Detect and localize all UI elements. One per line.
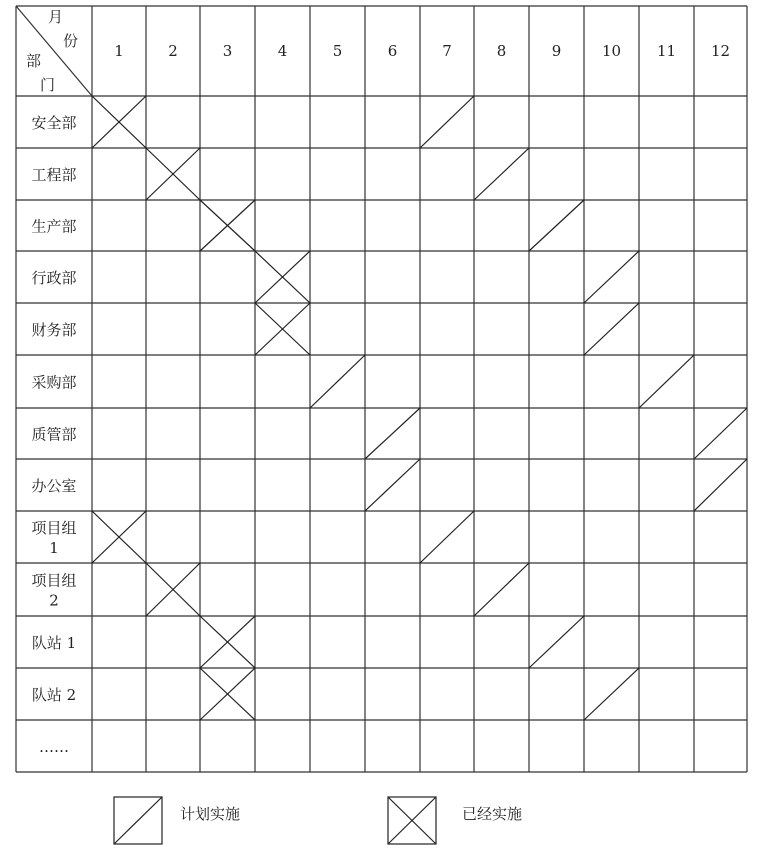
planned-slash-mark [420,511,474,563]
department-label: 办公室 [31,477,77,495]
month-header-label: 2 [168,42,178,60]
planned-slash-mark [694,408,747,459]
planned-slash-mark [694,459,747,511]
planned-slash-mark [529,616,584,668]
header-month-label: 份 [63,32,79,50]
department-label: 队站 2 [31,686,77,704]
header-dept-label: 部 [26,52,42,70]
month-header-label: 9 [551,42,562,60]
legend-planned-slash-icon [114,797,162,844]
month-header-label: 7 [442,42,452,60]
planned-slash-mark [365,459,420,511]
month-header-label: 4 [277,42,288,60]
department-label: 安全部 [31,114,77,132]
department-label: 行政部 [31,269,77,287]
planned-slash-mark [474,148,529,200]
schedule-grid [16,6,747,772]
month-header-label: 5 [332,42,343,60]
legend-planned [114,797,240,844]
month-header-label: 12 [710,42,731,60]
department-label-number: 1 [49,539,59,557]
month-header-label: 6 [387,42,398,60]
planned-slash-mark [420,96,474,148]
department-label: 财务部 [31,321,77,339]
planned-slash-mark [584,251,639,303]
department-label: 质管部 [31,425,77,444]
month-header-label: 11 [656,42,677,60]
department-label: 项目组 [31,571,77,590]
planned-slash-mark [365,408,420,459]
header-month-label: 月 [48,8,64,26]
planned-slash-mark [529,200,584,251]
legend [114,797,522,844]
department-label: 项目组 [31,519,77,537]
month-header-label: 10 [601,42,622,60]
month-header-label: 1 [114,42,124,60]
header-corner-cell [16,6,92,96]
planned-slash-mark [310,355,365,408]
planned-slash-mark [474,563,529,616]
legend-planned-label: 计划实施 [180,805,241,823]
planned-slash-mark [584,303,639,355]
department-label: 队站 1 [31,634,77,652]
planned-slash-mark [584,668,639,720]
legend-done-label: 已经实施 [462,805,523,823]
department-label: 采购部 [31,373,77,392]
department-label-number: 2 [49,591,59,610]
department-label: …… [39,738,69,756]
header-dept-label: 门 [40,76,56,94]
month-header-label: 8 [496,42,507,60]
month-header-label: 3 [222,42,233,60]
planned-slash-mark [639,355,694,408]
schedule-labels [31,42,730,756]
department-label: 生产部 [31,217,77,236]
department-label: 工程部 [31,166,77,184]
legend-done [388,797,522,844]
